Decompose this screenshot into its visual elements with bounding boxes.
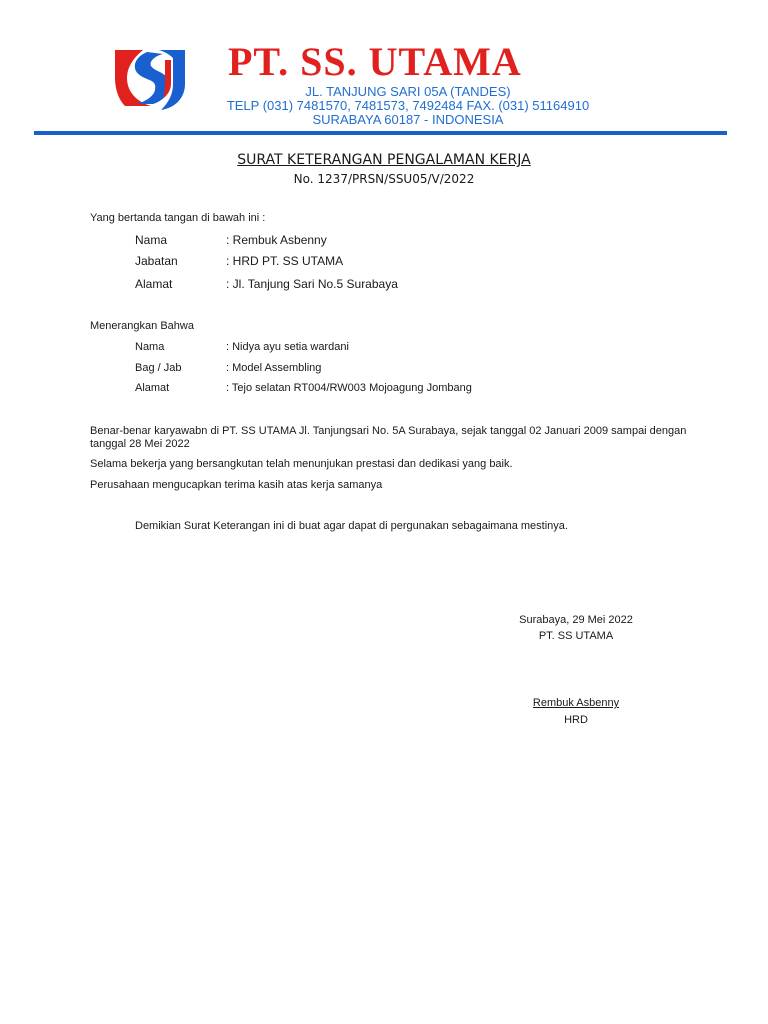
employee-label: Nama <box>135 341 165 353</box>
intro-text: Yang bertanda tangan di bawah ini : <box>90 212 266 224</box>
signer-label: Nama <box>135 233 168 247</box>
place-date: Surabaya, 29 Mei 2022 <box>519 614 633 626</box>
address-line-3: SURABAYA 60187 - INDONESIA <box>312 112 504 127</box>
letter-number: No. 1237/PRSN/SSU05/V/2022 <box>293 172 475 186</box>
employee-value: : Model Assembling <box>226 362 322 374</box>
employee-label: Bag / Jab <box>135 362 182 374</box>
signer-position: HRD <box>564 714 588 726</box>
signer-label: Jabatan <box>135 254 178 268</box>
thanks-paragraph: Perusahaan mengucapkan terima kasih atas kerja samanya <box>90 479 383 491</box>
signer-value: : Rembuk Asbenny <box>226 233 327 247</box>
closing-paragraph: Demikian Surat Keterangan ini di buat agar dapat di pergunakan sebagaimana mestinya. <box>135 520 568 532</box>
address-line-2: TELP (031) 7481570, 7481573, 7492484 FAX. (031) 51164910 <box>226 98 590 113</box>
company-name: PT. SS. UTAMA <box>228 39 522 84</box>
states-text: Menerangkan Bahwa <box>90 320 194 332</box>
letter-title <box>0 152 768 168</box>
signer-name <box>506 697 646 709</box>
company-logo <box>113 44 187 112</box>
signer-value: : HRD PT. SS UTAMA <box>226 254 344 268</box>
signer-label: Alamat <box>135 277 173 291</box>
letter-title-text: SURAT KETERANGAN PENGALAMAN KERJA <box>237 152 531 168</box>
header-rule <box>34 131 727 135</box>
employment-paragraph: Benar-benar karyawabn di PT. SS UTAMA Jl. Tanjungsari No. 5A Surabaya, sejak tanggal 02 Januari 2009 sampai dengan tanggal 28 Mei 2022 <box>90 425 687 450</box>
signer-name-text: Rembuk Asbenny <box>532 697 620 709</box>
employee-label: Alamat <box>135 382 170 394</box>
signer-value: : Jl. Tanjung Sari No.5 Surabaya <box>226 277 398 291</box>
employee-value: : Nidya ayu setia wardani <box>226 341 349 353</box>
employee-value: : Tejo selatan RT004/RW003 Mojoagung Jombang <box>226 382 472 394</box>
performance-paragraph: Selama bekerja yang bersangkutan telah menunjukan prestasi dan dedikasi yang baik. <box>90 458 513 470</box>
address-line-1: JL. TANJUNG SARI 05A (TANDES) <box>305 84 511 99</box>
signature-company: PT. SS UTAMA <box>538 630 614 642</box>
